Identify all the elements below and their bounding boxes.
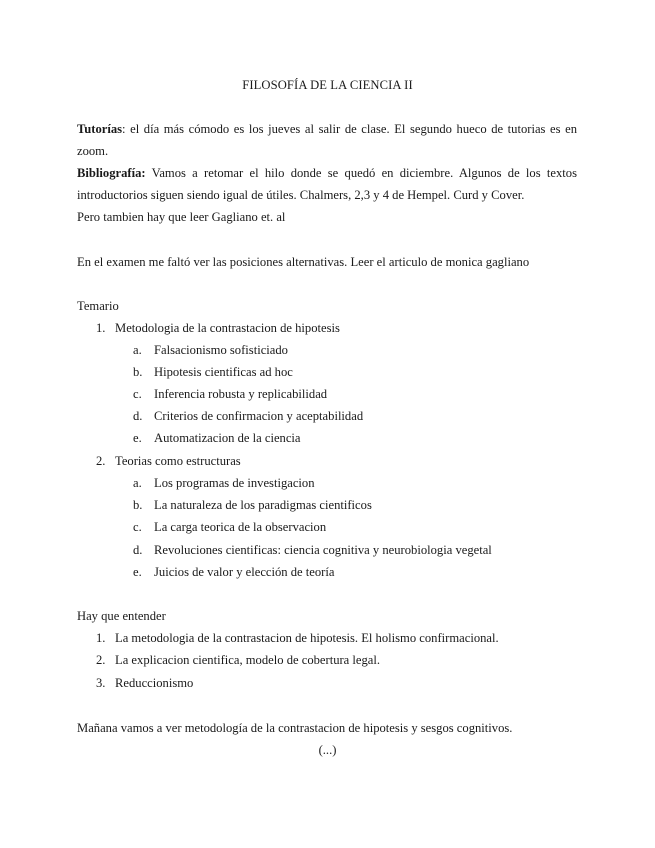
temario-subitem-2b: La naturaleza de los paradigmas cientificos [154, 498, 372, 512]
entender-heading: Hay que entender [77, 609, 166, 623]
bibliografia-paragraph [77, 162, 577, 228]
page-title: FILOSOFÍA DE LA CIENCIA II [242, 78, 413, 92]
ellipsis: (...) [318, 743, 337, 757]
tutorias-paragraph [77, 118, 577, 162]
entender-item-1: La metodologia de la contrastacion de hipotesis. El holismo confirmacional. [115, 631, 499, 645]
entender-item-3: Reduccionismo [115, 676, 194, 690]
tutorias-line-2: zoom. [77, 144, 109, 158]
temario-subitem-2e-letter: e. [133, 565, 142, 579]
temario-subitem-1d: Criterios de confirmacion y aceptabilidad [154, 409, 364, 423]
temario-subitem-2a: Los programas de investigacion [154, 476, 315, 490]
temario-item-1-label: Metodologia de la contrastacion de hipotesis [115, 321, 340, 335]
temario-subitem-2d: Revoluciones cientificas: ciencia cognitiva y neurobiologia vegetal [154, 543, 492, 557]
temario-subitem-1e: Automatizacion de la ciencia [154, 431, 301, 445]
tutorias-line-1 [77, 118, 577, 140]
temario-item-1-number: 1. [96, 321, 106, 335]
entender-item-1-number: 1. [96, 631, 106, 645]
bibliografia-text: Vamos a retomar el hilo donde se quedó en diciembre. Algunos de los textos [145, 166, 577, 180]
manana-note: Mañana vamos a ver metodología de la contrastacion de hipotesis y sesgos cognitivos. [77, 721, 513, 735]
bibliografia-line-3: Pero tambien hay que leer Gagliano et. al [77, 210, 286, 224]
examen-note: En el examen me faltó ver las posiciones alternativas. Leer el articulo de monica gagliano [77, 255, 530, 269]
entender-item-2: La explicacion cientifica, modelo de cobertura legal. [115, 653, 381, 667]
temario-subitem-2b-letter: b. [133, 498, 143, 512]
temario-heading: Temario [77, 299, 119, 313]
temario-subitem-1c: Inferencia robusta y replicabilidad [154, 387, 328, 401]
temario-subitem-2c: La carga teorica de la observacion [154, 520, 327, 534]
entender-item-2-number: 2. [96, 653, 106, 667]
temario-item-2-number: 2. [96, 454, 106, 468]
entender-item-3-number: 3. [96, 676, 106, 690]
temario-item-2-label: Teorias como estructuras [115, 454, 241, 468]
temario-subitem-2e: Juicios de valor y elección de teoría [154, 565, 335, 579]
bibliografia-line-2: introductorios siguen siendo igual de útiles. Chalmers, 2,3 y 4 de Hempel. Curd y Cover. [77, 188, 525, 202]
temario-subitem-2c-letter: c. [133, 520, 142, 534]
temario-subitem-1b: Hipotesis cientificas ad hoc [154, 365, 293, 379]
temario-subitem-1b-letter: b. [133, 365, 143, 379]
bibliografia-label: Bibliografía: [77, 166, 146, 180]
tutorias-label: Tutorías [77, 122, 123, 136]
temario-subitem-1a-letter: a. [133, 343, 142, 357]
temario-subitem-1c-letter: c. [133, 387, 142, 401]
bibliografia-line-1 [77, 162, 577, 184]
temario-subitem-1a: Falsacionismo sofisticiado [154, 343, 288, 357]
tutorias-text: : el día más cómodo es los jueves al salir de clase. El segundo hueco de tutorias es en [122, 122, 577, 136]
temario-subitem-2a-letter: a. [133, 476, 142, 490]
temario-subitem-1d-letter: d. [133, 409, 143, 423]
temario-subitem-1e-letter: e. [133, 431, 142, 445]
temario-subitem-2d-letter: d. [133, 543, 143, 557]
